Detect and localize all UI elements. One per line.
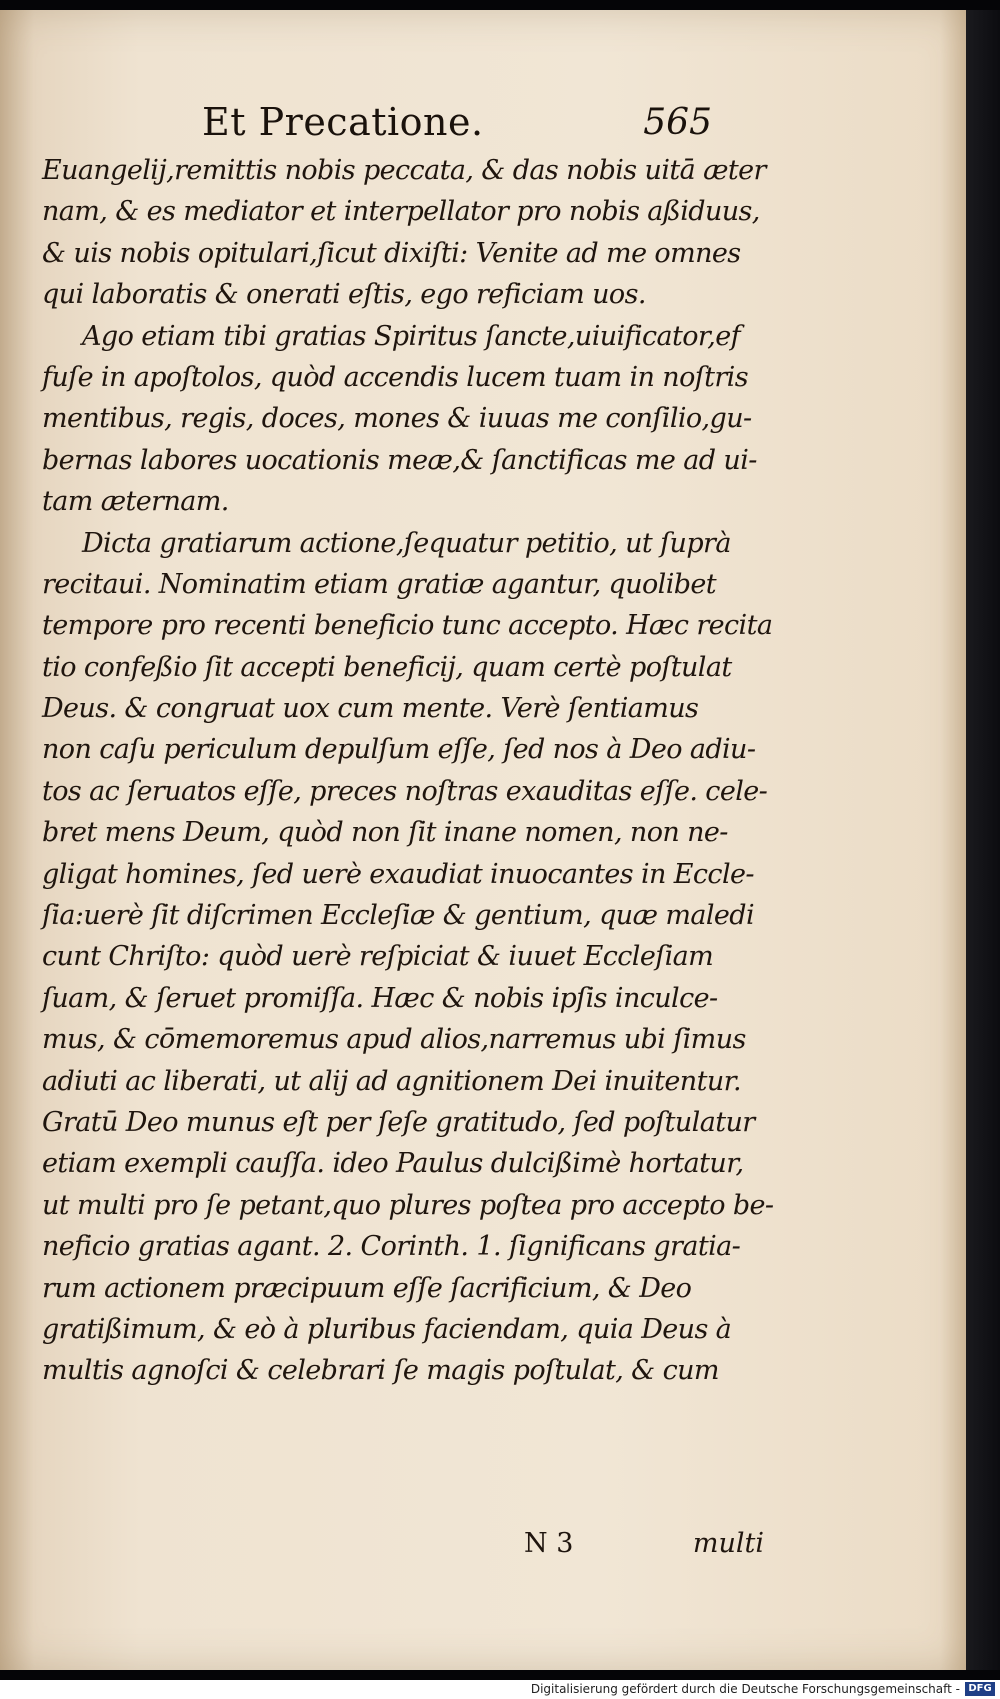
text-line: Euangelij,remittis nobis peccata, & das nobis uitā æter: [42, 155, 766, 186]
text-line: mus, & cōmemoremus apud alios,narremus ubi ſimus: [42, 1024, 746, 1056]
dfg-logo: DFG: [965, 1682, 995, 1696]
text-line: non caſu periculum depulſum eſſe, ſed nos à Deo adiu-: [42, 734, 756, 766]
text-line: gligat homines, ſed uerè exaudiat inuocantes in Eccle-: [42, 858, 754, 890]
text-line: tempore pro recenti beneficio tunc accepto. Hæc recita: [42, 610, 773, 642]
signature-mark: N 3: [524, 1528, 574, 1559]
text-line: recitaui. Nominatim etiam gratiæ agantur, quolibet: [42, 568, 717, 600]
text-line: cunt Chriſto: quòd uerè reſpiciat & iuuet Eccleſiam: [42, 941, 714, 973]
text-line: tio confeßio ſit accepti beneficij, quam certè poſtulat: [42, 651, 732, 683]
book-page: [0, 10, 966, 1670]
text-line: Gratū Deo munus eſt per ſeſe gratitudo, ſed poſtulatur: [42, 1106, 755, 1138]
text-line: ſuam, & ſeruet promiſſa. Hæc & nobis ipſis inculce-: [42, 982, 718, 1014]
text-line: tos ac ſeruatos eſſe, preces noſtras exauditas eſſe. cele-: [42, 775, 768, 807]
text-line: multis agnoſci & celebrari ſe magis poſtulat, & cum: [42, 1355, 719, 1387]
text-line: & uis nobis opitulari,ſicut dixiſti: Venite ad me omnes: [42, 237, 741, 269]
catchword: multi: [692, 1528, 764, 1559]
text-line: Dicta gratiarum actione,ſequatur petitio, ut ſuprà: [82, 527, 731, 559]
text-line: qui laboratis & onerati eſtis, ego reficiam uos.: [42, 279, 646, 311]
running-head: Et Precatione.: [202, 100, 484, 144]
text-line: bret mens Deum, quòd non ſit inane nomen, non ne-: [42, 817, 728, 849]
page-number: 565: [643, 102, 712, 143]
text-line: ut multi pro ſe petant,quo plures poſtea pro accepto be-: [42, 1189, 774, 1221]
text-line: neficio gratias agant. 2. Corinth. 1. ſignificans gratia-: [42, 1231, 741, 1263]
text-line: ſia:uerè ſit diſcrimen Eccleſiæ & gentium, quæ maledi: [42, 900, 754, 932]
scan-background: [966, 10, 1000, 1670]
text-line: Deus. & congruat uox cum mente. Verè ſentiamus: [42, 693, 699, 725]
text-line: rum actionem præcipuum eſſe ſacrificium, & Deo: [42, 1272, 692, 1304]
text-line: fuſe in apoſtolos, quòd accendis lucem tuam in noſtris: [42, 361, 748, 393]
page-header: [202, 100, 712, 150]
text-line: bernas labores uocationis meæ,& ſanctificas me ad ui-: [42, 444, 757, 476]
body-text: [42, 150, 774, 1559]
text-line: mentibus, regis, doces, mones & iuuas me conſilio,gu-: [42, 403, 752, 435]
text-line: tam æternam.: [42, 486, 229, 518]
text-line: adiuti ac liberati, ut alij ad agnitionem Dei inuitentur.: [42, 1065, 741, 1097]
text-line: gratißimum, & eò à pluribus faciendam, quia Deus à: [42, 1313, 732, 1345]
page-footer-line: [42, 1528, 764, 1569]
digitization-credit: Digitalisierung gefördert durch die Deutsche Forschungsgemeinschaft -: [530, 1682, 960, 1696]
text-line: nam, & es mediator et interpellator pro nobis aßiduus,: [42, 196, 760, 228]
text-line: Ago etiam tibi gratias Spiritus ſancte,uiuificator,ef: [82, 320, 741, 352]
text-line: etiam exempli cauſſa. ideo Paulus dulcißimè hortatur,: [42, 1148, 744, 1180]
